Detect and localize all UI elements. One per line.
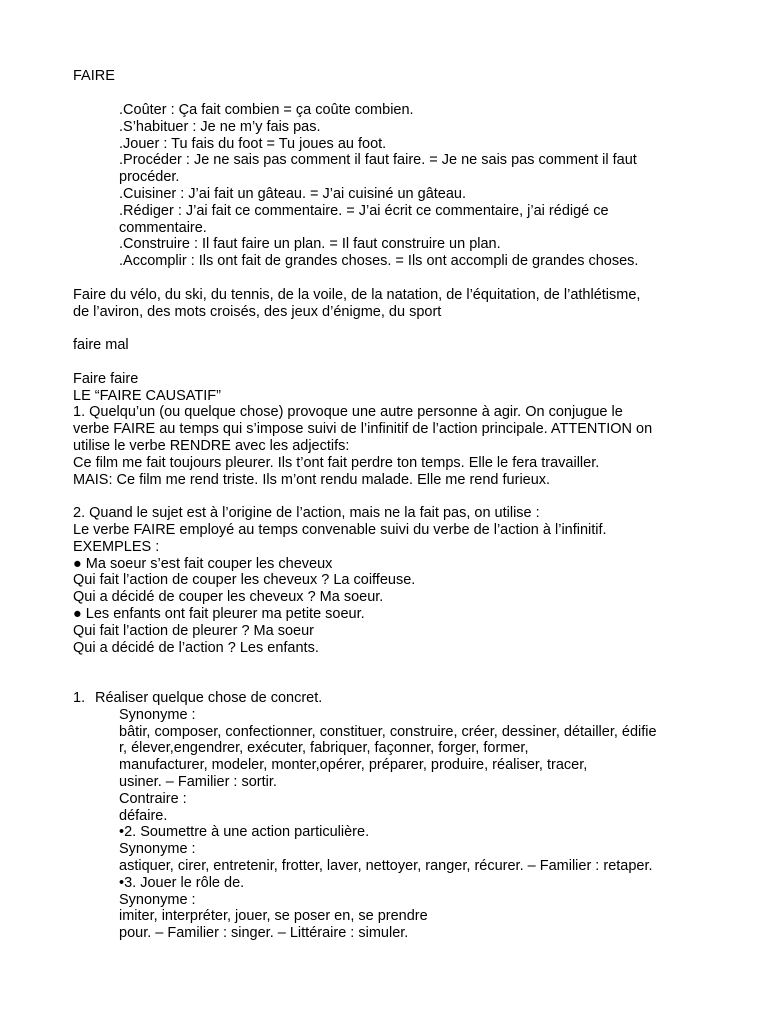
causatif-line: Faire faire — [73, 371, 139, 387]
part2-line: Qui fait l’action de pleurer ? Ma soeur — [73, 623, 314, 639]
part2-line: EXEMPLES : — [73, 539, 160, 555]
meaning-line: procéder. — [119, 169, 180, 185]
causatif-line: Ce film me fait toujours pleurer. Ils t’ont fait perdre ton temps. Elle le fera travailler. — [73, 455, 600, 471]
definition-line: •3. Jouer le rôle de. — [119, 875, 245, 891]
meaning-line: .Cuisiner : J’ai fait un gâteau. = J’ai cuisiné un gâteau. — [119, 186, 467, 202]
definition-line: Synonyme : — [119, 707, 196, 723]
part2-line: 2. Quand le sujet est à l’origine de l’action, mais ne la fait pas, on utilise : — [73, 505, 540, 521]
causatif-line: verbe FAIRE au temps qui s’impose suivi de l’infinitif de l’action principale. ATTENTION on — [73, 421, 653, 437]
part2-line: Qui a décidé de couper les cheveux ? Ma soeur. — [73, 589, 384, 605]
definition-line: •2. Soumettre à une action particulière. — [119, 824, 370, 840]
definition-line: défaire. — [119, 808, 168, 824]
causatif-heading: LE “FAIRE CAUSATIF” — [73, 388, 221, 404]
sports-line: Faire du vélo, du ski, du tennis, de la voile, de la natation, de l’équitation, de l’athlétisme, — [73, 287, 641, 303]
definition-line: manufacturer, modeler, monter,opérer, préparer, produire, réaliser, tracer, — [119, 757, 588, 773]
definition-heading: Réaliser quelque chose de concret. — [95, 690, 323, 706]
meaning-line: .S’habituer : Je ne m’y fais pas. — [119, 119, 321, 135]
document-title: FAIRE — [73, 68, 115, 84]
meaning-line: .Construire : Il faut faire un plan. = Il faut construire un plan. — [119, 236, 501, 252]
causatif-line: utilise le verbe RENDRE avec les adjectifs: — [73, 438, 350, 454]
definition-line: pour. – Familier : singer. – Littéraire : simuler. — [119, 925, 409, 941]
part2-line: Qui a décidé de l’action ? Les enfants. — [73, 640, 319, 656]
definition-line: Contraire : — [119, 791, 187, 807]
faire-mal-line: faire mal — [73, 337, 129, 353]
definition-line: Synonyme : — [119, 892, 196, 908]
causatif-line: 1. Quelqu’un (ou quelque chose) provoque une autre personne à agir. On conjugue le — [73, 404, 623, 420]
definition-line: bâtir, composer, confectionner, constituer, construire, créer, dessiner, détailler, édifie — [119, 724, 657, 740]
part2-line: ● Les enfants ont fait pleurer ma petite soeur. — [73, 606, 365, 622]
causatif-line: MAIS: Ce film me rend triste. Ils m’ont rendu malade. Elle me rend furieux. — [73, 472, 551, 488]
definition-number: 1. — [73, 690, 86, 706]
part2-line: Le verbe FAIRE employé au temps convenable suivi du verbe de l’action à l’infinitif. — [73, 522, 607, 538]
meaning-line: commentaire. — [119, 220, 207, 236]
meaning-line: .Rédiger : J’ai fait ce commentaire. = J’ai écrit ce commentaire, j’ai rédigé ce — [119, 203, 609, 219]
definition-line: imiter, interpréter, jouer, se poser en, se prendre — [119, 908, 428, 924]
part2-line: ● Ma soeur s’est fait couper les cheveux — [73, 556, 333, 572]
meaning-line: .Jouer : Tu fais du foot = Tu joues au foot. — [119, 136, 387, 152]
meaning-line: .Accomplir : Ils ont fait de grandes choses. = Ils ont accompli de grandes choses. — [119, 253, 639, 269]
part2-line: Qui fait l’action de couper les cheveux ? La coiffeuse. — [73, 572, 416, 588]
meaning-line: .Coûter : Ça fait combien = ça coûte combien. — [119, 102, 414, 118]
definition-line: r, élever,engendrer, exécuter, fabriquer, façonner, forger, former, — [119, 740, 529, 756]
definition-line: astiquer, cirer, entretenir, frotter, laver, nettoyer, ranger, récurer. – Familier : retaper. — [119, 858, 653, 874]
definition-line: Synonyme : — [119, 841, 196, 857]
sports-line: de l’aviron, des mots croisés, des jeux d’énigme, du sport — [73, 304, 442, 320]
meaning-line: .Procéder : Je ne sais pas comment il faut faire. = Je ne sais pas comment il faut — [119, 152, 637, 168]
definition-line: usiner. – Familier : sortir. — [119, 774, 277, 790]
